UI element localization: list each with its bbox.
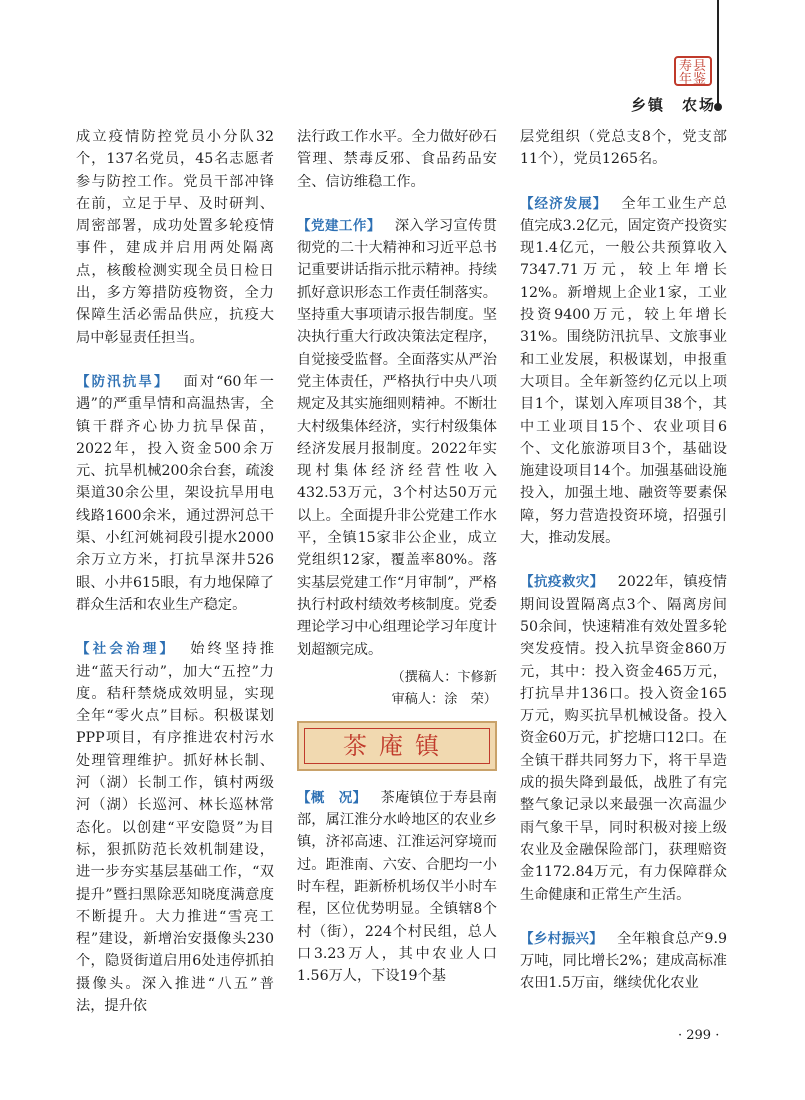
- paragraph-rural-revitalization: 【乡村振兴】 全年粮食总产9.9万吨，同比增长2%；建成高标准农田1.5万亩，继续优化农业: [520, 930, 727, 992]
- heading-epidemic-disaster: 【抗疫救灾】: [520, 574, 604, 591]
- paragraph-law-cont: 法行政工作水平。全力做好砂石管理、禁毒反邪、食品药品安全、信访维稳工作。: [297, 129, 497, 190]
- paragraph-overview-cont: 层党组织（党总支8个，党支部11个），党员1265名。: [520, 129, 727, 168]
- town-title-banner: [297, 721, 497, 771]
- heading-overview: 【概 况】: [297, 789, 367, 806]
- heading-party-building: 【党建工作】: [297, 217, 381, 234]
- heading-flood-drought: 【防汛抗旱】: [76, 373, 170, 390]
- paragraph-social-governance: 【社会治理】 始终坚持推进“蓝天行动”，加大“五控”力度。秸秆禁烧成效明显，实现全年“零火点”目标。积极谋划PPP项目，有序推进农村污水处理管理维护。抓好林长制、河（湖）长制工作，镇村两级河（湖）长巡河、林长巡林常态化。以创建“平安隐贤”为目标，狠抓防范长效机制建设，进一步夯实基层基础工作，“双提升”暨扫黑除恶知晓度满意度不断提升。大力推进“雪亮工程”建设，新增治安摄像头230个，隐贤街道启用6处违停抓拍摄像头。深入推进“八五”普法，提升依: [76, 641, 274, 1014]
- author-credit: （撰稿人：卞修新 审稿人：涂 荣）: [391, 669, 497, 707]
- paragraph-epidemic-disaster: 【抗疫救灾】 2022年，镇疫情期间设置隔离点3个、隔离房间50余间，快速精准有效处置多轮突发疫情。投入抗旱资金860万元，其中：投入资金465万元，打抗旱井136口。投入资金165万元，购买抗旱机械设备。投入资金60万元，扩挖塘口12口。在全镇干群共同努力下，将干旱造成的损失降到最低，战胜了有完整气象记录以来最强一次高温少雨气象干旱，同时积极对接上级农业及金融保险部门，获理赔资金1172.84万元，有力保障群众生命健康和正常生产生活。: [520, 574, 727, 903]
- page-number: · 299 ·: [678, 1028, 720, 1043]
- paragraph-flood-drought: 【防汛抗旱】 面对“60年一遇”的严重旱情和高温热害，全镇干群齐心协力抗旱保苗，2022年，投入资金500余万元、抗旱机械200余台套，疏浚渠道30余公里，架设抗旱用电线路1600余米，通过淠河总干渠、小红河姚祠段引提水2000余万立方米，打抗旱深井526眼、小井615眼，有力地保障了群众生活和农业生产稳定。: [76, 373, 274, 613]
- paragraph-economy: 【经济发展】 全年工业生产总值完成3.2亿元，固定资产投资实现1.4亿元，一般公共预算收入7347.71万元，较上年增长12%。新增规上企业1家，工业投资9400万元，较上年增长31%。围绕防汛抗旱、文旅事业和工业发展，积极谋划，申报重大项目。全年新签约亿元以上项目1个，谋划入库项目38个，其中工业项目15个、农业项目6个、文化旅游项目3个，基础设施建设项目14个。加强基础设施投入，加强土地、融资等要素保障，努力营造投资环境，招强引大，推动发展。: [520, 195, 728, 547]
- town-title: 茶庵镇: [304, 728, 490, 764]
- paragraph-overview: 【概 况】 茶庵镇位于寿县南部，属江淮分水岭地区的农业乡镇，济祁高速、江淮运河穿境而过。距淮南、六安、合肥均一小时车程，距新桥机场仅半小时车程，区位优势明显。全镇辖8个村（街），224个村民组，总人口3.23万人，其中农业人口1.56万人，下设19个基: [297, 789, 497, 985]
- column-2: [297, 126, 497, 988]
- heading-economy: 【经济发展】: [520, 195, 608, 212]
- paragraph-party-building: 【党建工作】 深入学习宣传贯彻党的二十大精神和习近平总书记重要讲话指示批示精神。持续抓好意识形态工作责任制落实。坚持重大事项请示报告制度。坚决执行重大行政决策法定程序，自觉接受监督。全面落实从严治党主体责任，严格执行中央八项规定及其实施细则精神。不断壮大村级集体经济，实行村级集体经济发展月报制度。2022年实现村集体经济经营性收入432.53万元，3个村达50万元以上。全面提升非公党建工作水平，全镇15家非公企业，成立党组织12家，覆盖率80%。落实基层党建工作“月审制”，严格执行村政村绩效考核制度。党委理论学习中心组理论学习年度计划超额完成。: [297, 217, 497, 658]
- yearbook-seal: 寿县 年鉴: [674, 56, 712, 86]
- column-3: [520, 126, 727, 995]
- heading-social-governance: 【社会治理】: [76, 641, 177, 658]
- section-label: 乡镇 农场: [630, 96, 716, 114]
- paragraph-epidemic-cont: 成立疫情防控党员小分队32个，137名党员，45名志愿者参与防控工作。党员干部冲锋在前，立足于早、及时研判、周密部署，成功处置多轮疫情事件，建成并启用两处隔离点，核酸检测实现全员日检日出，多方筹措防疫物资，全力保障生活必需品供应，抗疫大局中彰显责任担当。: [76, 129, 274, 346]
- heading-rural-revitalization: 【乡村振兴】: [520, 930, 604, 947]
- header-rule: [717, 0, 719, 104]
- column-1: [76, 126, 274, 1039]
